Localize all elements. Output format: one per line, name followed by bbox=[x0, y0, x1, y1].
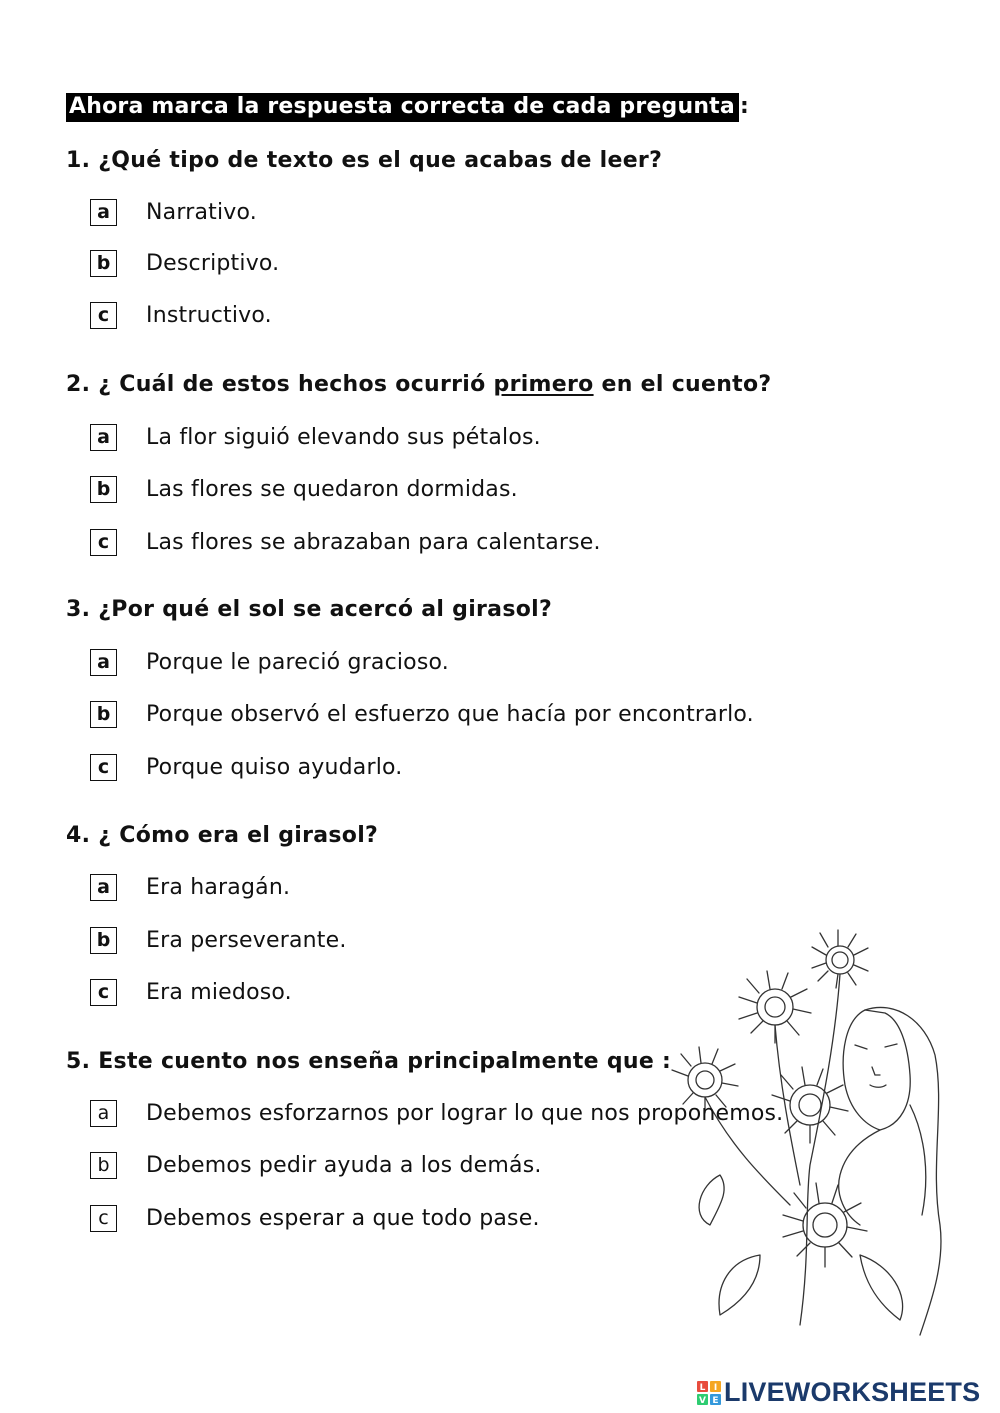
option-text: Instructivo. bbox=[146, 303, 272, 328]
question-5: 5. Este cuento nos enseña principalmente que : bbox=[66, 1049, 672, 1074]
q1-option-c[interactable] bbox=[90, 302, 272, 329]
liveworksheets-logo-icon bbox=[697, 1381, 721, 1405]
option-checkbox[interactable]: b bbox=[90, 701, 117, 728]
question-4: 4. ¿ Cómo era el girasol? bbox=[66, 823, 379, 848]
option-text: Debemos esforzarnos por lograr lo que nos proponemos. bbox=[146, 1101, 784, 1126]
q3-option-c[interactable] bbox=[90, 754, 403, 781]
option-checkbox[interactable]: b bbox=[90, 1152, 117, 1179]
option-text: Era haragán. bbox=[146, 875, 291, 900]
option-text: Descriptivo. bbox=[146, 251, 280, 276]
q2-option-c[interactable] bbox=[90, 529, 601, 556]
option-checkbox[interactable]: b bbox=[90, 476, 117, 503]
logo-letter: I bbox=[713, 1382, 718, 1393]
option-text: Porque observó el esfuerzo que hacía por encontrarlo. bbox=[146, 702, 754, 727]
option-text: Porque quiso ayudarlo. bbox=[146, 755, 403, 780]
q4-option-a[interactable] bbox=[90, 874, 290, 901]
question-1: 1. ¿Qué tipo de texto es el que acabas de leer? bbox=[66, 148, 663, 173]
logo-letter: L bbox=[699, 1382, 706, 1393]
option-checkbox[interactable]: c bbox=[90, 754, 117, 781]
logo-letter: V bbox=[699, 1395, 706, 1405]
liveworksheets-logo bbox=[697, 1377, 980, 1408]
q1-option-b[interactable] bbox=[90, 250, 279, 277]
option-text: Las flores se quedaron dormidas. bbox=[146, 477, 518, 502]
option-text: Era perseverante. bbox=[146, 928, 347, 953]
option-text: Era miedoso. bbox=[146, 980, 292, 1005]
instructions-colon: : bbox=[739, 94, 749, 119]
option-text: Narrativo. bbox=[146, 200, 257, 225]
option-checkbox[interactable]: a bbox=[90, 1100, 117, 1127]
option-text: Porque le pareció gracioso. bbox=[146, 650, 449, 675]
question-2-text-start: 2. ¿ Cuál de estos hechos ocurrió bbox=[66, 372, 494, 397]
option-checkbox[interactable]: a bbox=[90, 874, 117, 901]
option-checkbox[interactable]: c bbox=[90, 302, 117, 329]
q4-option-b[interactable] bbox=[90, 927, 347, 954]
question-2-text-end: en el cuento? bbox=[593, 372, 772, 397]
q4-option-c[interactable] bbox=[90, 979, 292, 1006]
q5-option-b[interactable] bbox=[90, 1152, 542, 1179]
brand-name: LIVEWORKSHEETS bbox=[724, 1377, 981, 1407]
option-checkbox[interactable]: b bbox=[90, 250, 117, 277]
question-3: 3. ¿Por qué el sol se acercó al girasol? bbox=[66, 597, 553, 622]
question-2 bbox=[66, 372, 771, 397]
option-text: La flor siguió elevando sus pétalos. bbox=[146, 425, 541, 450]
q5-option-a[interactable] bbox=[90, 1100, 783, 1127]
q3-option-a[interactable] bbox=[90, 649, 449, 676]
instructions-title: Ahora marca la respuesta correcta de cada pregunta bbox=[66, 93, 739, 122]
option-checkbox[interactable]: b bbox=[90, 927, 117, 954]
option-checkbox[interactable]: a bbox=[90, 199, 117, 226]
sunflower-icon bbox=[783, 1183, 867, 1267]
option-text: Las flores se abrazaban para calentarse. bbox=[146, 530, 601, 555]
q2-option-a[interactable] bbox=[90, 424, 541, 451]
option-checkbox[interactable]: c bbox=[90, 979, 117, 1006]
girl-with-sunflowers-illustration bbox=[660, 925, 950, 1340]
question-2-emphasis: primero bbox=[493, 372, 594, 397]
sunflower-icon bbox=[772, 1067, 848, 1143]
option-text: Debemos pedir ayuda a los demás. bbox=[146, 1153, 542, 1178]
q3-option-b[interactable] bbox=[90, 701, 754, 728]
worksheet-instructions bbox=[66, 93, 749, 122]
q2-option-b[interactable] bbox=[90, 476, 518, 503]
girl-icon bbox=[839, 1007, 941, 1335]
option-checkbox[interactable]: c bbox=[90, 529, 117, 556]
q1-option-a[interactable] bbox=[90, 199, 257, 226]
option-text: Debemos esperar a que todo pase. bbox=[146, 1206, 540, 1231]
logo-letter: E bbox=[712, 1395, 719, 1405]
q5-option-c[interactable] bbox=[90, 1205, 540, 1232]
option-checkbox[interactable]: a bbox=[90, 649, 117, 676]
option-checkbox[interactable]: c bbox=[90, 1205, 117, 1232]
option-checkbox[interactable]: a bbox=[90, 424, 117, 451]
